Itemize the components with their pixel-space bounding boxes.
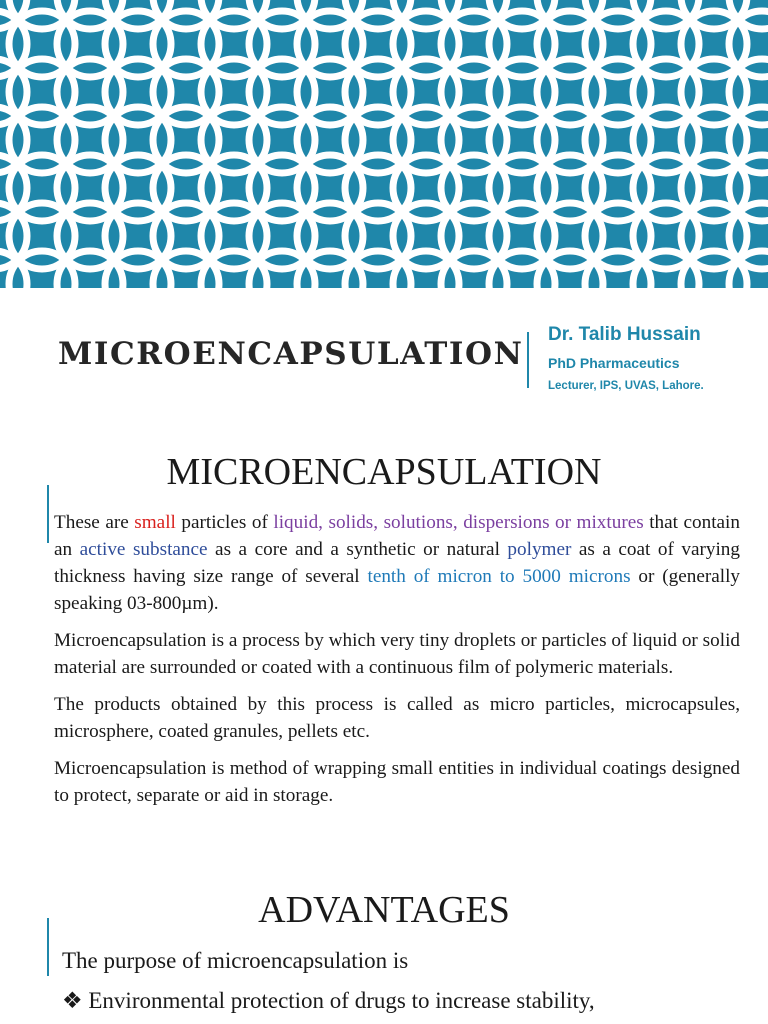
author-degree: PhD Pharmaceutics — [548, 355, 680, 371]
definition-text: particles of — [175, 512, 274, 533]
title-divider — [527, 332, 529, 388]
cover-title: MICROENCAPSULATION — [58, 336, 524, 372]
slide1-heading: MICROENCAPSULATION — [166, 451, 602, 493]
products-paragraph: The products obtained by this process is called as micro particles, microcapsules, microsphere, coated granules, pellets etc. — [54, 694, 740, 742]
title-slide — [0, 288, 768, 416]
definition-text: These are — [54, 512, 135, 533]
slide1-accent-bar — [47, 485, 49, 543]
slide2-heading: ADVANTAGES — [258, 889, 510, 931]
diamond-bullet-icon: ❖ — [62, 988, 83, 1013]
advantages-intro: The purpose of microencapsulation is — [62, 948, 409, 973]
method-paragraph: Microencapsulation is method of wrapping small entities in individual coatings designed to protect, separate or aid in storage. — [54, 758, 740, 806]
highlight-active-substance: active substance — [79, 539, 208, 560]
decorative-pattern-banner — [0, 0, 768, 288]
definition-text: as a core and a synthetic or natural — [207, 539, 508, 560]
slide2-accent-bar — [47, 918, 49, 976]
advantage-bullet-item — [62, 984, 752, 1017]
definition-text: that contain an — [54, 512, 740, 560]
slide2-body — [62, 944, 752, 1024]
highlight-polymer: polymer — [507, 539, 572, 560]
highlight-states: liquid, solids, solutions, dispersions or mixtures — [273, 512, 644, 533]
circle-lattice-pattern — [0, 0, 768, 288]
highlight-small: small — [134, 512, 176, 533]
process-paragraph: Microencapsulation is a process by which very tiny droplets or particles of liquid or solid material are surrounded or coated with a continuous film of polymeric materials. — [54, 630, 740, 678]
author-position: Lecturer, IPS, UVAS, Lahore. — [548, 380, 704, 392]
author-name: Dr. Talib Hussain — [548, 324, 701, 345]
slide1-body — [54, 509, 740, 819]
highlight-size-range: tenth of micron to 5000 microns — [367, 566, 631, 587]
definition-paragraph — [54, 509, 740, 617]
definition-text: or (generally speaking 03-800µm). — [54, 566, 740, 614]
advantage-text: Environmental protection of drugs to increase stability, — [88, 988, 595, 1013]
definition-text: as a coat of varying thickness having size range of several — [54, 539, 740, 587]
